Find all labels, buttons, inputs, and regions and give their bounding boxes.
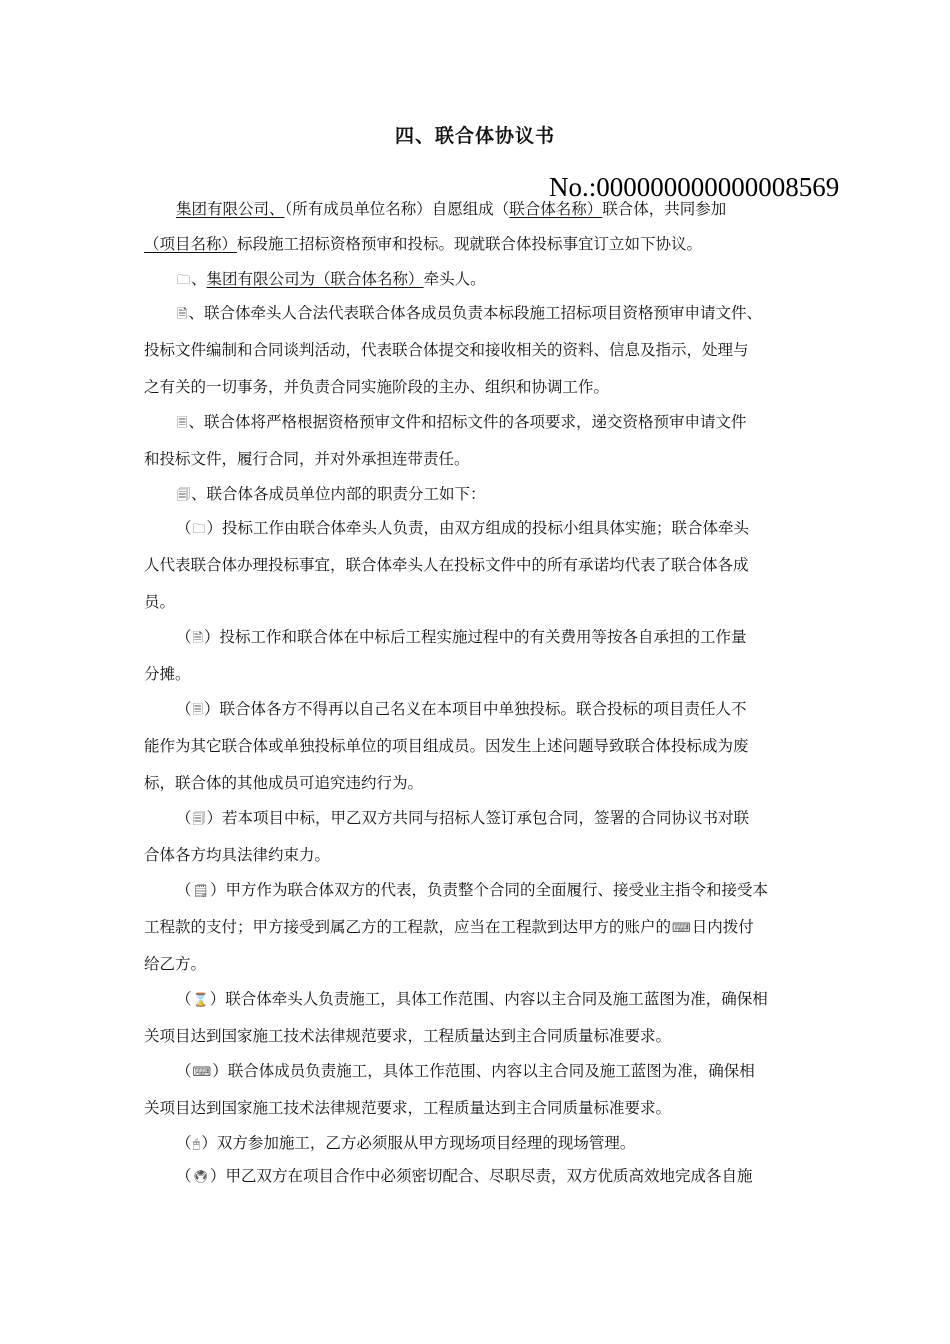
paren: （ xyxy=(176,1167,192,1185)
clause-2-line-3: 之有关的一切事务，并负责合同实施阶段的主办、组织和协调工作。 xyxy=(144,378,610,396)
subclause-text: 工程款的支付；甲方接受到属乙方的工程款，应当在工程款到达甲方的账户的 xyxy=(144,918,672,936)
subclause-6-line-2: 关项目达到国家施工技术法律规范要求，工程质量达到主合同质量标准要求。 xyxy=(144,1027,672,1045)
clause-2-line-2: 投标文件编制和合同谈判活动，代表联合体提交和接收相关的资料、信息及指示，处理与 xyxy=(144,341,749,359)
clause-text: 牵头人。 xyxy=(423,270,486,288)
hourglass-icon: ⌛ xyxy=(192,993,209,1008)
intro-text: 标段施工招标资格预审和投标。现就联合体投标事宜订立如下协议。 xyxy=(237,235,703,253)
subclause-3-line-3: 标，联合体的其他成员可追究违约行为。 xyxy=(144,774,424,792)
document-lines-icon: 🗏 xyxy=(192,703,203,718)
mouse-icon: 🖰 xyxy=(192,1137,201,1152)
clause-1 xyxy=(176,266,486,292)
subclause-text: 日内拨付 xyxy=(691,918,754,936)
paren: （ xyxy=(176,628,192,646)
clause-text: 、 xyxy=(191,270,207,288)
folder-icon: 🗀 xyxy=(192,522,206,537)
subclause-8-line-1 xyxy=(176,1130,635,1156)
keyboard-icon: ⌨ xyxy=(672,921,691,936)
subclause-text: ）甲乙双方在项目合作中必须密切配合、尽职尽责，双方优质高效地完成各自施 xyxy=(210,1167,753,1185)
paragraph-intro-line-2 xyxy=(144,231,702,257)
document-title: 四、联合体协议书 xyxy=(394,125,555,147)
consortium-name-blank: 联合体名称） xyxy=(509,200,603,218)
project-name-blank: （项目名称） xyxy=(144,235,238,253)
member-name-blank: 集团有限公司、 xyxy=(176,200,285,218)
intro-text: 联合体，共同参加 xyxy=(602,200,727,218)
subclause-1-line-1 xyxy=(176,515,749,541)
leader-company-blank: 集团有限公司为 xyxy=(206,270,316,288)
subclause-1-line-3: 员。 xyxy=(144,593,176,611)
paren: （ xyxy=(176,881,192,899)
subclause-4-line-1 xyxy=(176,805,749,831)
clause-text: 、联合体牵头人合法代表联合体各成员负责本标段施工招标项目资格预审申请文件、 xyxy=(188,304,762,322)
subclause-7-line-1 xyxy=(176,1058,755,1084)
document-icon: 🗎 xyxy=(192,631,203,646)
subclause-text: ）投标工作和联合体在中标后工程实施过程中的有关费用等按各自承担的工作量 xyxy=(203,628,747,646)
document-number: No.:000000000000008569 xyxy=(549,172,840,202)
subclause-4-line-2: 合体各方均具法律约束力。 xyxy=(144,846,331,864)
subclause-9-line-1 xyxy=(176,1163,753,1189)
paren: （ xyxy=(176,700,192,718)
clause-text: 、联合体各成员单位内部的职责分工如下： xyxy=(191,485,486,503)
folder-icon: 🗀 xyxy=(177,273,191,288)
clause-text: 、联合体将严格根据资格预审文件和招标文件的各项要求，递交资格预审申请文件 xyxy=(188,413,747,431)
notepad-icon: 🗒 xyxy=(192,884,210,899)
subclause-text: ）双方参加施工，乙方必须服从甲方现场项目经理的现场管理。 xyxy=(201,1134,636,1152)
trackball-icon: 🖲 xyxy=(192,1170,210,1185)
clause-3-line-1 xyxy=(176,409,746,435)
subclause-1-line-2: 人代表联合体办理投标事宜，联合体牵头人在投标文件中的所有承诺均代表了联合体各成 xyxy=(144,556,749,574)
subclause-7-line-2: 关项目达到国家施工技术法律规范要求，工程质量达到主合同质量标准要求。 xyxy=(144,1099,672,1117)
subclause-text: ）联合体牵头人负责施工，具体工作范围、内容以主合同及施工蓝图为准，确保相 xyxy=(209,990,768,1008)
subclause-2-line-2: 分摊。 xyxy=(144,665,191,683)
documents-icon: 🗐 xyxy=(177,488,190,503)
subclause-3-line-1 xyxy=(176,696,746,722)
paragraph-intro-line-1 xyxy=(176,196,726,222)
intro-text: （所有成员单位名称）自愿组成（ xyxy=(284,200,510,218)
subclause-text: ）联合体各方不得再以自己名义在本项目中单独投标。联合投标的项目责任人不 xyxy=(203,700,747,718)
subclause-5-line-1 xyxy=(176,877,768,903)
subclause-text: ）投标工作由联合体牵头人负责，由双方组成的投标小组具体实施；联合体牵头 xyxy=(206,519,750,537)
paren: （ xyxy=(176,1062,192,1080)
subclause-6-line-1 xyxy=(176,986,768,1012)
consortium-name-blank: （联合体名称） xyxy=(315,270,424,288)
clause-4 xyxy=(176,481,486,507)
clause-2-line-1 xyxy=(176,300,762,326)
documents-icon: 🗐 xyxy=(192,812,206,827)
paren: （ xyxy=(176,1134,192,1152)
subclause-5-line-2 xyxy=(144,914,754,940)
clause-3-line-2: 和投标文件，履行合同，并对外承担连带责任。 xyxy=(144,450,470,468)
subclause-text: ）若本项目中标，甲乙双方共同与招标人签订承包合同，签署的合同协议书对联 xyxy=(206,809,750,827)
document-lines-icon: 🗏 xyxy=(177,416,188,431)
subclause-5-line-3: 给乙方。 xyxy=(144,955,207,973)
document-icon: 🗎 xyxy=(177,307,188,322)
subclause-text: ）甲方作为联合体双方的代表，负责整个合同的全面履行、接受业主指令和接受本 xyxy=(210,881,769,899)
paren: （ xyxy=(176,809,192,827)
subclause-2-line-1 xyxy=(176,624,746,650)
subclause-3-line-2: 能作为其它联合体或单独投标单位的项目组成员。因发生上述问题导致联合体投标成为废 xyxy=(144,737,749,755)
paren: （ xyxy=(176,990,192,1008)
paren: （ xyxy=(176,519,192,537)
subclause-text: ）联合体成员负责施工，具体工作范围、内容以主合同及施工蓝图为准，确保相 xyxy=(212,1062,755,1080)
keyboard-icon: ⌨ xyxy=(192,1065,212,1080)
